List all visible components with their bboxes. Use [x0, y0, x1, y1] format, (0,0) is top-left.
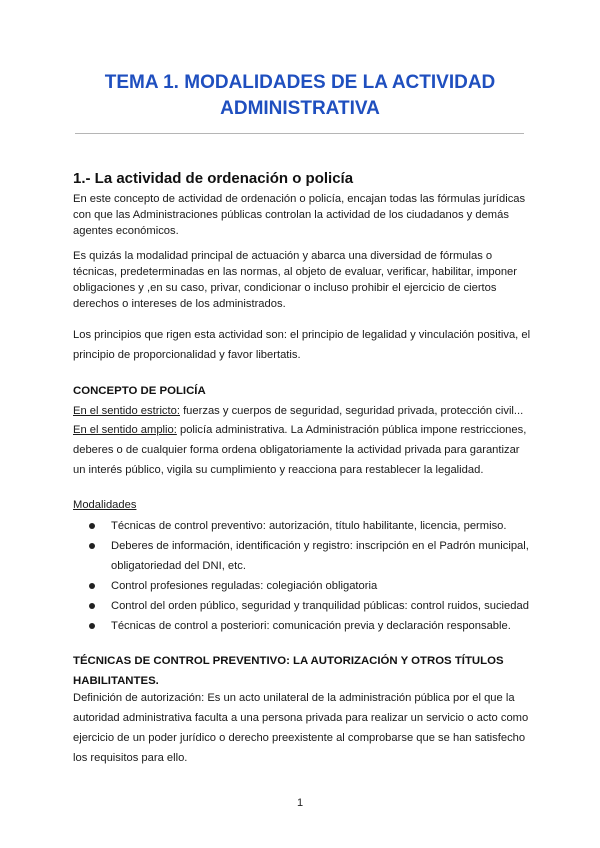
section-heading-ordenacion: 1.- La actividad de ordenación o policía — [73, 170, 354, 187]
document-title: TEMA 1. MODALIDADES DE LA ACTIVIDAD ADMINISTRATIVA — [104, 72, 496, 119]
list-item — [73, 576, 533, 596]
heading-concepto-policia: CONCEPTO DE POLICÍA — [73, 385, 206, 397]
list-item — [73, 596, 533, 616]
text-sentido-amplio: policía administrativa. La Administración pública impone restricciones, deberes o de cualquier forma ordena obligatoriamente la actividad privada para garantizar un interés público, vigila su cumplimiento y reacciona para restablecer la legalidad. — [73, 424, 527, 476]
paragraph-definicion-autorizacion: Definición de autorización: Es un acto unilateral de la administración pública por el que la autoridad administrativa faculta a una persona privada para realizar un servicio o acto como ejercicio de un poder jurídico o derecho preexistente al comprobarse que se han satisfecho los requisitos para ello. — [73, 692, 529, 764]
heading-modalidades: Modalidades — [73, 499, 137, 511]
list-item-text: Deberes de información, identificación y registro: inscripción en el Padrón municipal, obligatoriedad del DNI, etc. — [111, 540, 529, 572]
paragraph-modalidad-principal: Es quizás la modalidad principal de actuación y abarca una diversidad de fórmulas o técnicas, predeterminadas en las normas, al objeto de evaluar, verificar, habilitar, imponer obligaciones y ,en su caso, privar, condicionar o incluso prohibir el ejercicio de ciertos derechos o intereses de los administrados. — [73, 250, 518, 310]
bullet-icon — [89, 543, 95, 549]
bullet-icon — [89, 583, 95, 589]
label-sentido-estricto: En el sentido estricto: — [73, 405, 180, 417]
list-item-text: Control profesiones reguladas: colegiación obligatoria — [111, 580, 378, 592]
list-item — [73, 516, 533, 536]
list-item — [73, 536, 533, 576]
paragraph-sentido-amplio — [73, 420, 533, 480]
modalidades-list — [73, 516, 533, 636]
paragraph-sentido-estricto — [73, 401, 533, 421]
list-item-text: Técnicas de control a posteriori: comunicación previa y declaración responsable. — [111, 620, 511, 632]
bullet-icon — [89, 603, 95, 609]
list-item-text: Control del orden público, seguridad y tranquilidad públicas: control ruidos, suciedad — [111, 600, 529, 612]
bullet-icon — [89, 523, 95, 529]
list-item-text: Técnicas de control preventivo: autorización, título habilitante, licencia, permiso. — [111, 520, 507, 532]
list-item — [73, 616, 533, 636]
paragraph-principios: Los principios que rigen esta actividad son: el principio de legalidad y vinculación positiva, el principio de proporcionalidad y favor libertatis. — [73, 329, 531, 361]
label-sentido-amplio: En el sentido amplio: — [73, 424, 177, 436]
heading-tecnicas-control: TÉCNICAS DE CONTROL PREVENTIVO: LA AUTORIZACIÓN Y OTROS TÍTULOS HABILITANTES. — [73, 655, 504, 687]
title-divider — [75, 133, 524, 134]
bullet-icon — [89, 623, 95, 629]
paragraph-intro: En este concepto de actividad de ordenación o policía, encajan todas las fórmulas jurídicas con que las Administraciones públicas controlan la actividad de los ciudadanos y demás agentes económicos. — [73, 193, 526, 237]
text-sentido-estricto: fuerzas y cuerpos de seguridad, seguridad privada, protección civil... — [179, 405, 524, 417]
page-number: 1 — [296, 797, 304, 809]
